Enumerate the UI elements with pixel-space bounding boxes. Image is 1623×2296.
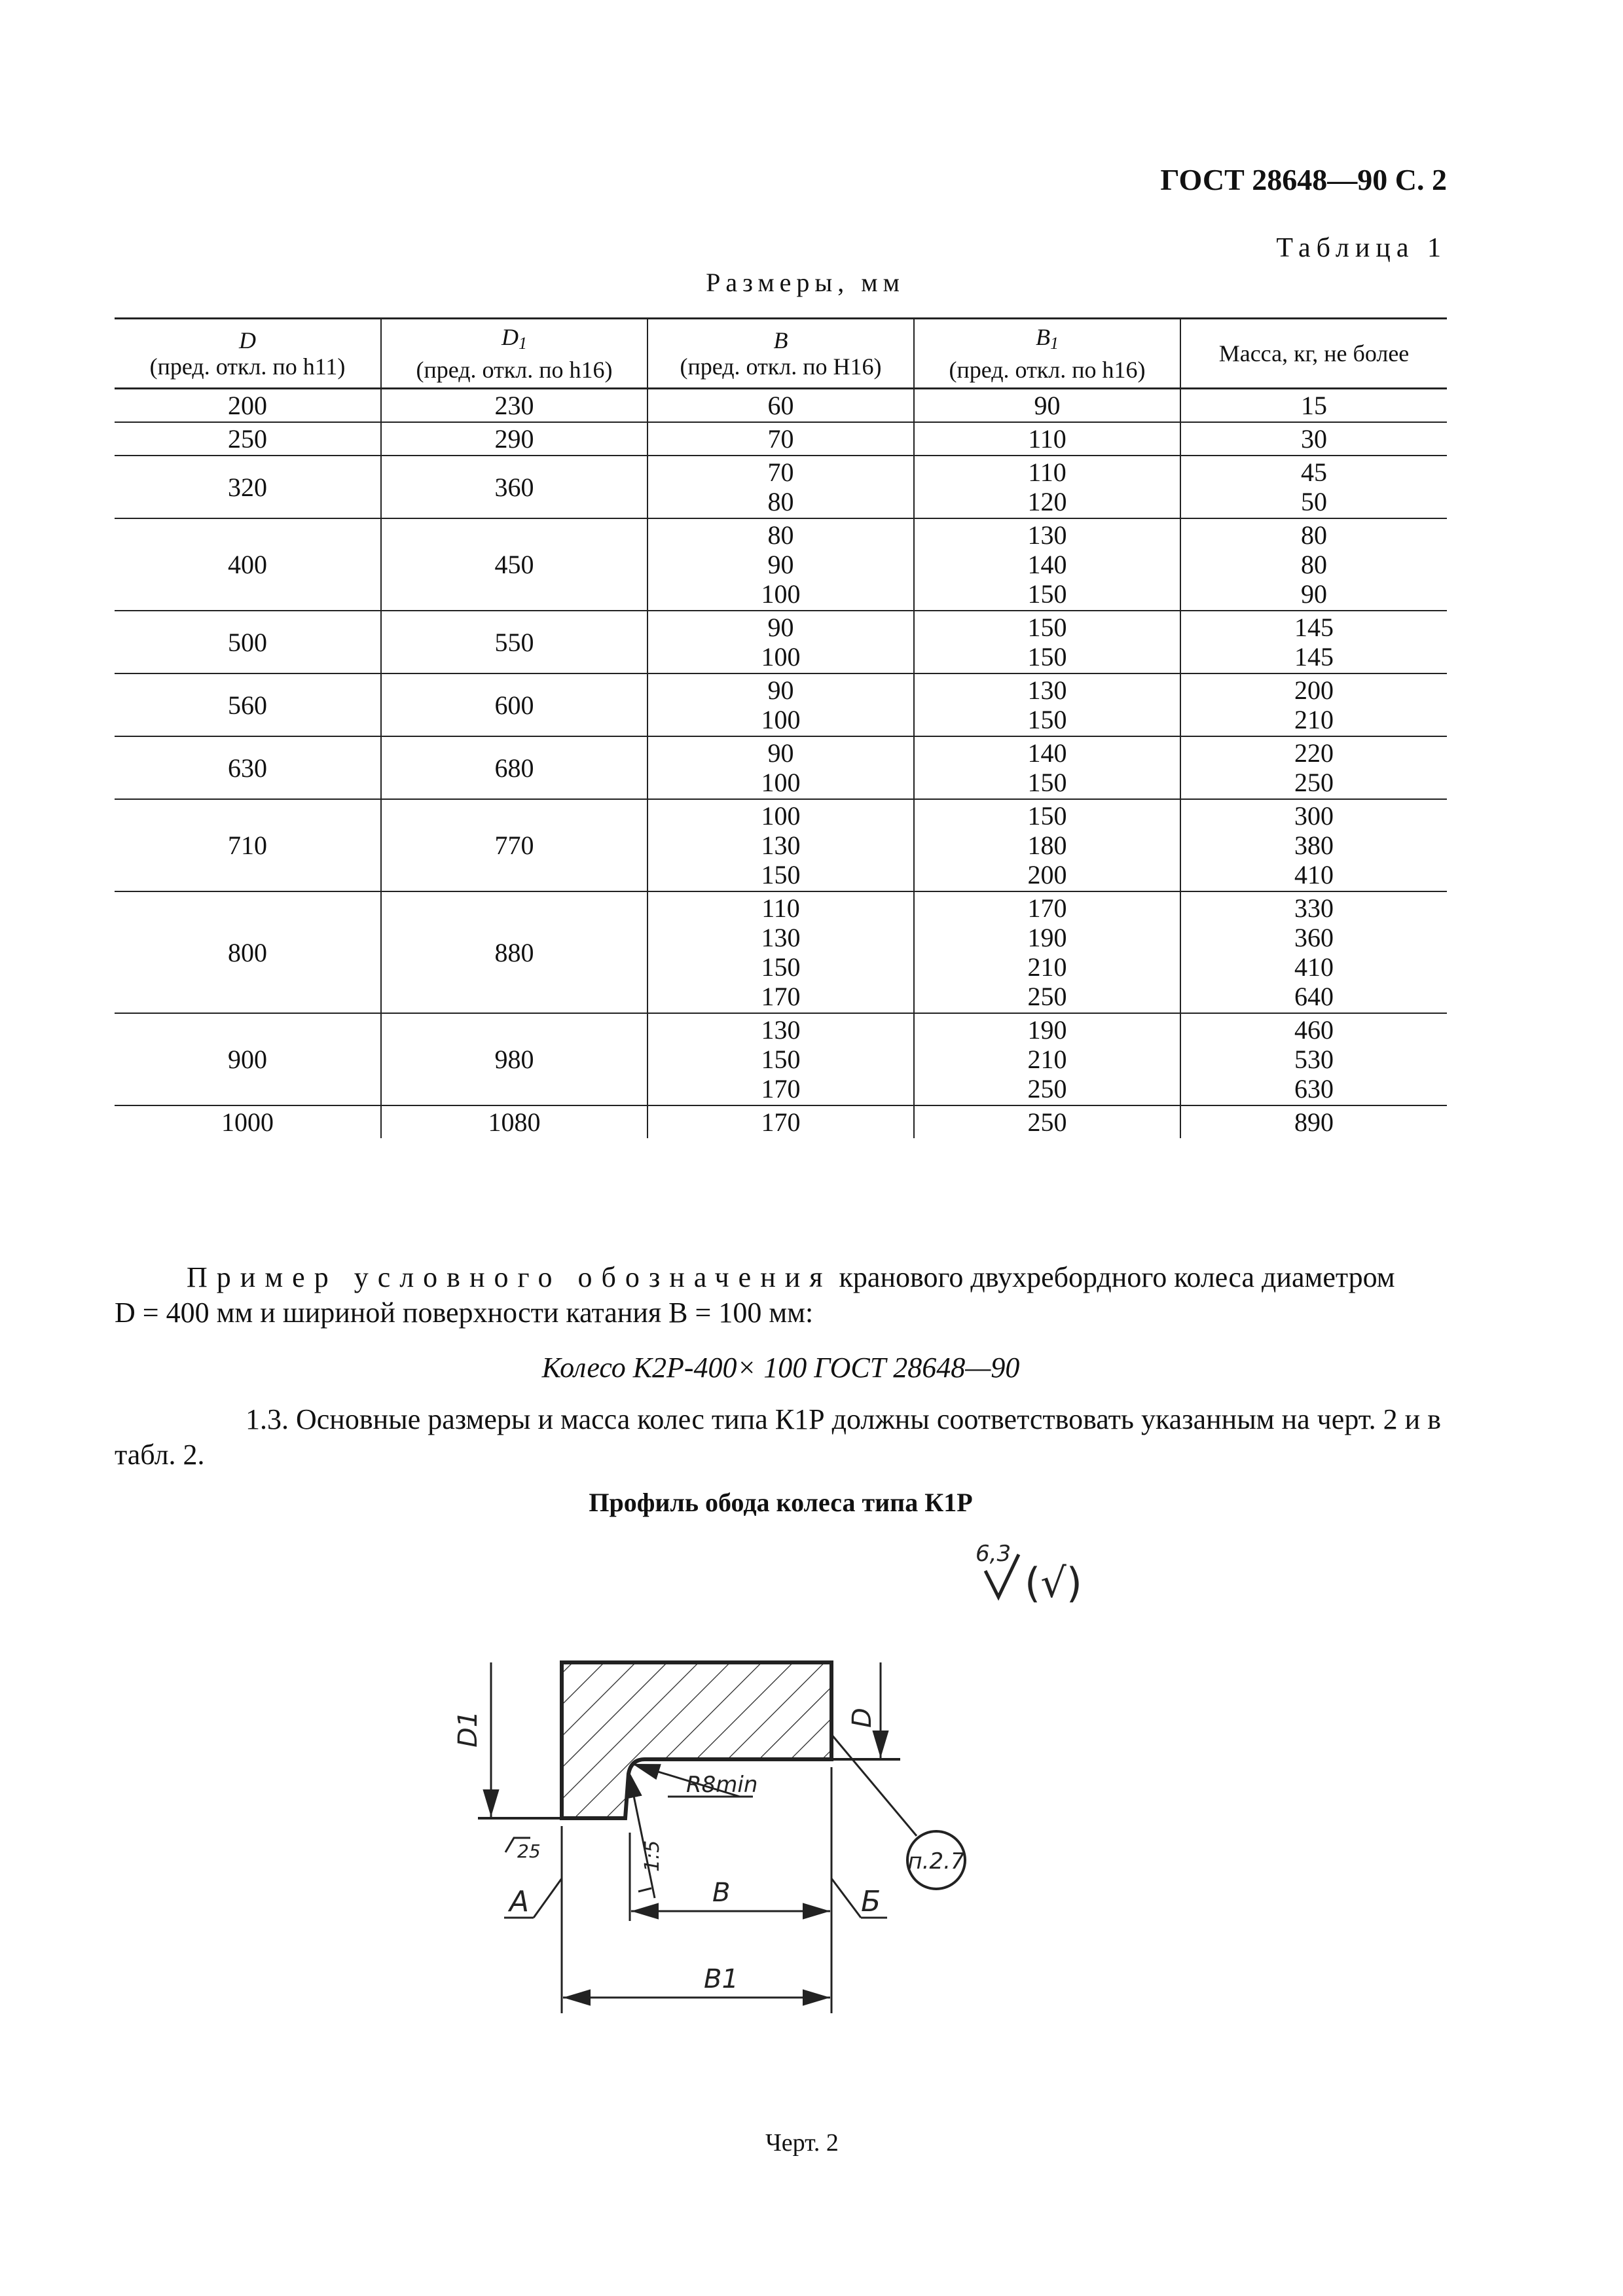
local-roughness-mark — [505, 1838, 541, 1862]
cell-d1: 550 — [381, 611, 647, 673]
cell-mass: 30 — [1180, 422, 1447, 456]
column-symbol: $D_1$ — [501, 324, 527, 353]
table-units: Размеры, мм — [706, 268, 905, 297]
cell-mass: 200 210 — [1180, 673, 1447, 736]
cell-mass: 45 50 — [1180, 456, 1447, 518]
figure-title: Профиль обода колеса типа К1Р — [589, 1488, 973, 1517]
cell-d: 320 — [115, 456, 381, 518]
cell-mass: 330 360 410 640 — [1180, 891, 1447, 1013]
ref-leader — [831, 1734, 917, 1836]
cell-mass: 220 250 — [1180, 736, 1447, 799]
cell-b1: 110 120 — [914, 456, 1180, 518]
cell-b: 130 150 170 — [647, 1013, 914, 1105]
cell-b: 110 130 150 170 — [647, 891, 914, 1013]
roughness-local: 25 — [517, 1840, 541, 1862]
column-note: Масса, кг, не более — [1218, 340, 1410, 367]
cell-b: 90 100 — [647, 673, 914, 736]
figure-caption: Черт. 2 — [765, 2129, 839, 2157]
cell-d1: 230 — [381, 389, 647, 423]
cell-b1: 140 150 — [914, 736, 1180, 799]
cell-b: 70 80 — [647, 456, 914, 518]
column-note: (пред. откл. по h16) — [416, 357, 613, 383]
cell-b1: 190 210 250 — [914, 1013, 1180, 1105]
cell-b1: 170 190 210 250 — [914, 891, 1180, 1013]
label-radius: R8min — [686, 1772, 758, 1798]
surface-a-leader — [534, 1878, 562, 1918]
label-b1: B1 — [704, 1964, 739, 1994]
cell-d1: 980 — [381, 1013, 647, 1105]
cell-b1: 150 150 — [914, 611, 1180, 673]
column-symbol: D — [239, 327, 256, 353]
roughness-symbol — [976, 1541, 1082, 1607]
designation-example: Колесо К2Р-400× 100 ГОСТ 28648—90 — [541, 1352, 1020, 1384]
cell-d: 560 — [115, 673, 381, 736]
cell-b: 90 100 — [647, 736, 914, 799]
cell-b1: 150 180 200 — [914, 799, 1180, 891]
cell-mass: 145 145 — [1180, 611, 1447, 673]
cell-d: 710 — [115, 799, 381, 891]
label-a: A — [509, 1885, 530, 1918]
roughness-value: 6,3 — [976, 1541, 1012, 1567]
cell-mass: 460 530 630 — [1180, 1013, 1447, 1105]
label-ref: п.2.7 — [907, 1848, 965, 1874]
cell-d: 250 — [115, 422, 381, 456]
column-note: (пред. откл. по h16) — [949, 357, 1146, 383]
roughness-general: (√) — [1025, 1559, 1082, 1607]
column-symbol: $B_1$ — [1036, 324, 1059, 353]
example-text: кранового двухребордного колеса диаметром — [831, 1261, 1395, 1293]
cell-b1: 90 — [914, 389, 1180, 423]
cell-d1: 1080 — [381, 1105, 647, 1138]
cell-d: 500 — [115, 611, 381, 673]
column-note: (пред. откл. по H16) — [680, 353, 882, 380]
example-line-2: D = 400 мм и шириной поверхности катания B = 100 мм: — [115, 1297, 814, 1329]
table-number: Таблица 1 — [1276, 233, 1447, 263]
taper-leader — [629, 1770, 655, 1898]
cell-d1: 450 — [381, 518, 647, 611]
cell-d: 800 — [115, 891, 381, 1013]
label-b-surface: Б — [861, 1885, 881, 1918]
label-d1: D1 — [453, 1710, 483, 1748]
cell-d: 900 — [115, 1013, 381, 1105]
example-lead: Пример условного обозначения — [187, 1261, 832, 1293]
cell-b: 60 — [647, 389, 914, 423]
cell-d1: 880 — [381, 891, 647, 1013]
cell-d1: 680 — [381, 736, 647, 799]
cell-b: 70 — [647, 422, 914, 456]
cell-d: 400 — [115, 518, 381, 611]
cell-b: 100 130 150 — [647, 799, 914, 891]
cell-d: 200 — [115, 389, 381, 423]
clause-1-3: 1.3. Основные размеры и масса колес типа К1Р должны соответствовать указанным на черт. 2 и в табл. 2. — [115, 1403, 1441, 1471]
cell-d1: 290 — [381, 422, 647, 456]
cell-mass: 300 380 410 — [1180, 799, 1447, 891]
cell-mass: 890 — [1180, 1105, 1447, 1138]
label-taper: 1:5 — [641, 1840, 664, 1872]
cell-d: 630 — [115, 736, 381, 799]
cell-b1: 130 140 150 — [914, 518, 1180, 611]
label-b: B — [712, 1878, 731, 1908]
cell-b1: 250 — [914, 1105, 1180, 1138]
cell-d1: 770 — [381, 799, 647, 891]
cell-d1: 360 — [381, 456, 647, 518]
cell-mass: 15 — [1180, 389, 1447, 423]
column-symbol: B — [773, 327, 788, 353]
column-note: (пред. откл. по h11) — [149, 353, 346, 380]
cell-b1: 130 150 — [914, 673, 1180, 736]
cell-d: 1000 — [115, 1105, 381, 1138]
cell-mass: 80 80 90 — [1180, 518, 1447, 611]
cell-b: 80 90 100 — [647, 518, 914, 611]
cell-b: 90 100 — [647, 611, 914, 673]
cell-b1: 110 — [914, 422, 1180, 456]
label-d: D — [847, 1708, 877, 1728]
page-header: ГОСТ 28648—90 С. 2 — [1160, 163, 1447, 196]
cell-d1: 600 — [381, 673, 647, 736]
cell-b: 170 — [647, 1105, 914, 1138]
surface-b-leader — [831, 1878, 861, 1918]
